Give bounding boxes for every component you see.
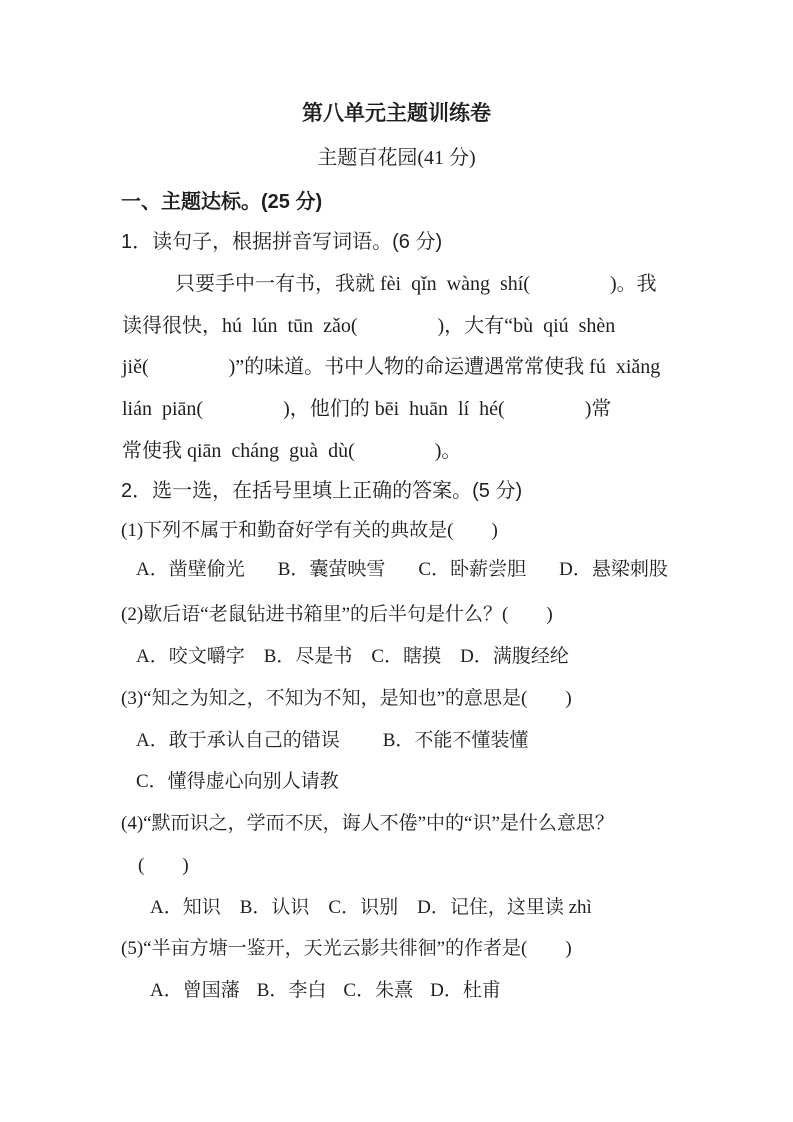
option-d: D．杜甫 xyxy=(430,980,501,1001)
subquestion-2: (2)歇后语“老鼠钻进书箱里”的后半句是什么？( ) xyxy=(121,604,553,625)
option-b: B．认识 xyxy=(239,897,310,918)
paper-subtitle: 主题百花园(41 分) xyxy=(317,147,476,169)
passage-line-5: 常使我 qiān cháng guà dù( )。 xyxy=(122,440,462,462)
subquestion-5-options xyxy=(150,979,501,1003)
option-c: C．懂得虚心向别人请教 xyxy=(136,771,339,792)
option-b: B．不能不懂装懂 xyxy=(382,730,529,751)
option-c: C．瞎摸 xyxy=(371,646,442,667)
subquestion-3: (3)“知之为知之，不知为不知，是知也”的意思是( ) xyxy=(121,688,572,709)
option-b: B．尽是书 xyxy=(263,646,353,667)
option-d: D．记住，这里读 zhì xyxy=(417,897,592,918)
subquestion-4: (4)“默而识之，学而不厌，诲人不倦”中的“识”是什么意思？ xyxy=(121,813,614,834)
subquestion-4-answer-bracket: ( ) xyxy=(138,855,189,876)
paper-title: 第八单元主题训练卷 xyxy=(302,102,491,125)
subquestion-5: (5)“半亩方塘一鉴开，天光云影共徘徊”的作者是( ) xyxy=(121,938,572,959)
subquestion-4-options xyxy=(150,896,592,920)
option-c: C．朱熹 xyxy=(343,980,414,1001)
passage-line-2: 读得很快，hú lún tūn zǎo( )，大有“bù qiú shèn xyxy=(122,315,616,337)
option-b: B．囊萤映雪 xyxy=(277,559,386,580)
subquestion-3-options-row-1 xyxy=(136,729,528,753)
option-a: A．敢于承认自己的错误 xyxy=(136,730,340,751)
passage-line-3: jiě( )”的味道。书中人物的命运遭遇常常使我 fú xiǎng xyxy=(122,356,661,378)
passage-line-4: lián piān( )，他们的 bēi huān lí hé( )常 xyxy=(122,398,612,420)
option-a: A．咬文嚼字 xyxy=(136,646,245,667)
option-d: D．满腹经纶 xyxy=(460,646,569,667)
passage-line-1: 只要手中一有书，我就 fèi qǐn wàng shí( )。我 xyxy=(175,273,657,295)
subquestion-3-options-row-2 xyxy=(136,770,339,794)
subquestion-1-options xyxy=(136,558,668,582)
option-c: C．识别 xyxy=(328,897,399,918)
question-1-prompt: 1．读句子，根据拼音写词语。(6 分) xyxy=(121,231,443,253)
option-a: A．知识 xyxy=(150,897,221,918)
option-b: B．李白 xyxy=(256,980,327,1001)
option-d: D．悬梁刺股 xyxy=(559,559,668,580)
subquestion-1: (1)下列不属于和勤奋好学有关的典故是( ) xyxy=(121,520,498,541)
option-a: A．曾国藩 xyxy=(150,980,240,1001)
question-2-prompt: 2．选一选，在括号里填上正确的答案。(5 分) xyxy=(121,480,523,502)
option-c: C．卧薪尝胆 xyxy=(418,559,527,580)
subquestion-2-options xyxy=(136,645,569,669)
section-one-heading: 一、主题达标。(25 分) xyxy=(121,191,323,213)
option-a: A．凿壁偷光 xyxy=(136,559,245,580)
